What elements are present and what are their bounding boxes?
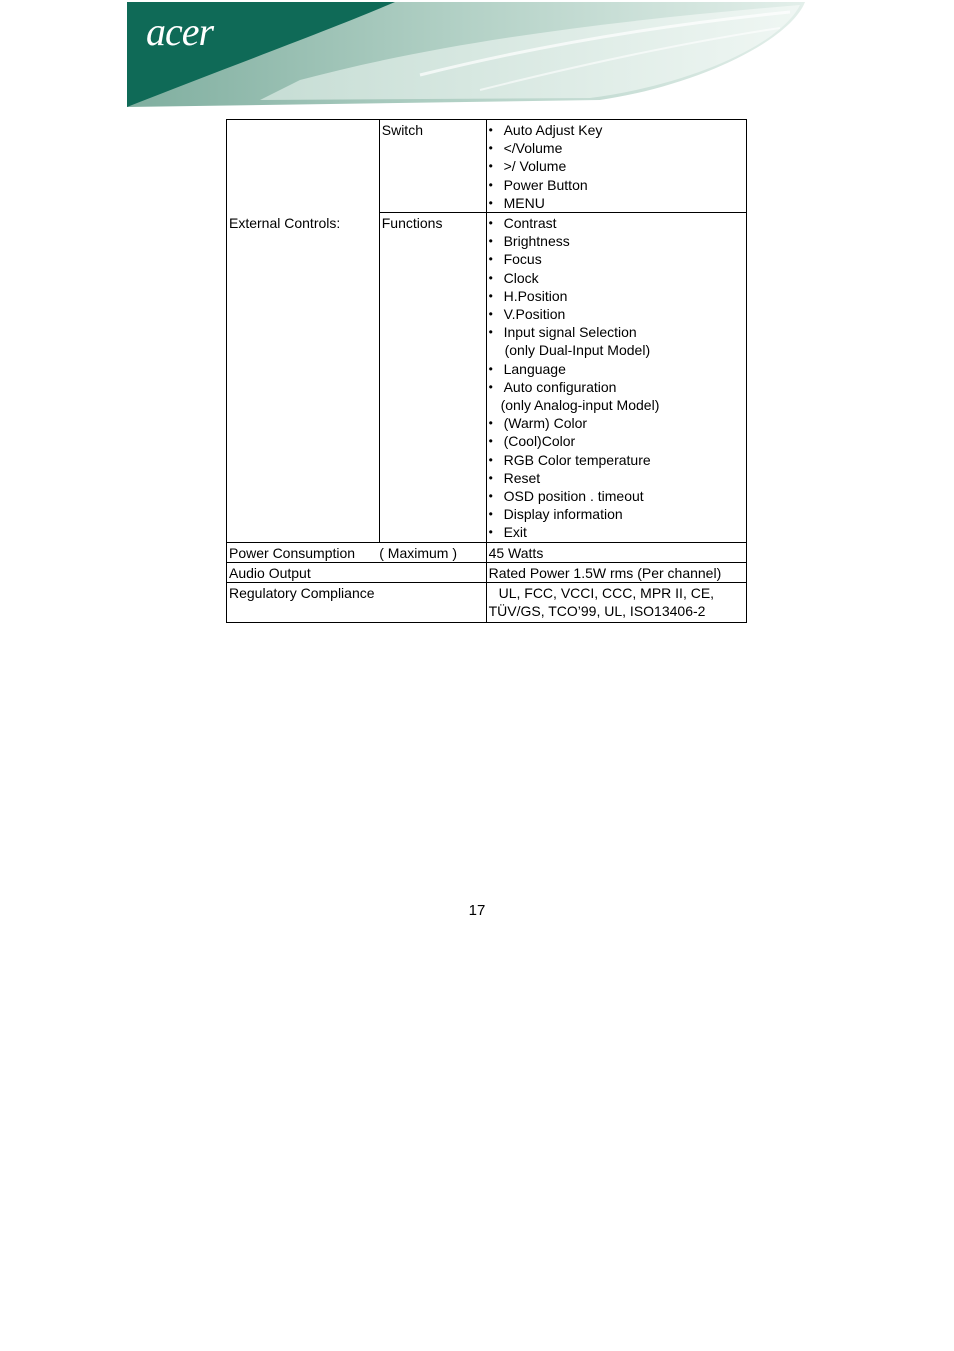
- regulatory-label: Regulatory Compliance: [227, 583, 487, 623]
- table-row-functions: [227, 213, 747, 543]
- list-item-note: (only Analog-input Model): [500, 397, 660, 414]
- external-controls-cell: [227, 120, 380, 213]
- banner-wave-graphic: [0, 0, 954, 112]
- table-row-power: [227, 542, 747, 562]
- list-item: • H.Position: [489, 287, 744, 305]
- list-item: • V.Position: [489, 305, 744, 323]
- list-item: • Contrast: [489, 214, 744, 232]
- functions-list: [489, 214, 744, 542]
- list-item: • Focus: [489, 250, 744, 268]
- list-item: • Display information: [489, 505, 744, 523]
- list-item: • RGB Color temperature: [489, 451, 744, 469]
- switch-list: [489, 121, 744, 212]
- power-value: 45 Watts: [486, 542, 746, 562]
- audio-value: Rated Power 1.5W rms (Per channel): [486, 562, 746, 582]
- list-item: • Language: [489, 360, 744, 378]
- header-banner: [0, 0, 954, 112]
- list-item: • </Volume: [489, 139, 744, 157]
- list-item: • Brightness: [489, 232, 744, 250]
- list-item: • MENU: [489, 194, 744, 212]
- list-item: • (Cool)Color: [489, 432, 744, 450]
- regulatory-value-line2: TÜV/GS, TCO’99, UL, ISO13406-2: [488, 603, 706, 620]
- list-item: • Auto Adjust Key: [489, 121, 744, 139]
- audio-label: Audio Output: [227, 562, 487, 582]
- list-item: • Power Button: [489, 176, 744, 194]
- external-controls-label: External Controls:: [227, 213, 380, 543]
- list-item: • Reset: [489, 469, 744, 487]
- regulatory-value-line1: UL, FCC, VCCI, CCC, MPR II, CE,: [498, 585, 715, 602]
- list-item: • (Warm) Color: [489, 414, 744, 432]
- table-row-switch: [227, 120, 747, 213]
- list-item: • Clock: [489, 269, 744, 287]
- list-item: • OSD position . timeout: [489, 487, 744, 505]
- acer-logo: acer: [146, 9, 214, 54]
- regulatory-value: [486, 583, 746, 623]
- power-label: Power Consumption: [227, 542, 380, 562]
- function-items-cell: [486, 213, 746, 543]
- page-number: 17: [468, 902, 486, 919]
- list-item: • Exit: [489, 523, 744, 541]
- switch-items-cell: [486, 120, 746, 213]
- table-row-regulatory: [227, 583, 747, 623]
- switch-label: Switch: [379, 120, 486, 213]
- power-qualifier: ( Maximum ): [379, 542, 486, 562]
- list-item: • Input signal Selection: [489, 323, 744, 341]
- functions-label: Functions: [379, 213, 486, 543]
- list-item: • >/ Volume: [489, 157, 744, 175]
- list-item-note: (only Dual-Input Model): [504, 342, 651, 359]
- table-row-audio: [227, 562, 747, 582]
- spec-table: [226, 119, 747, 623]
- list-item: • Auto configuration: [489, 378, 744, 396]
